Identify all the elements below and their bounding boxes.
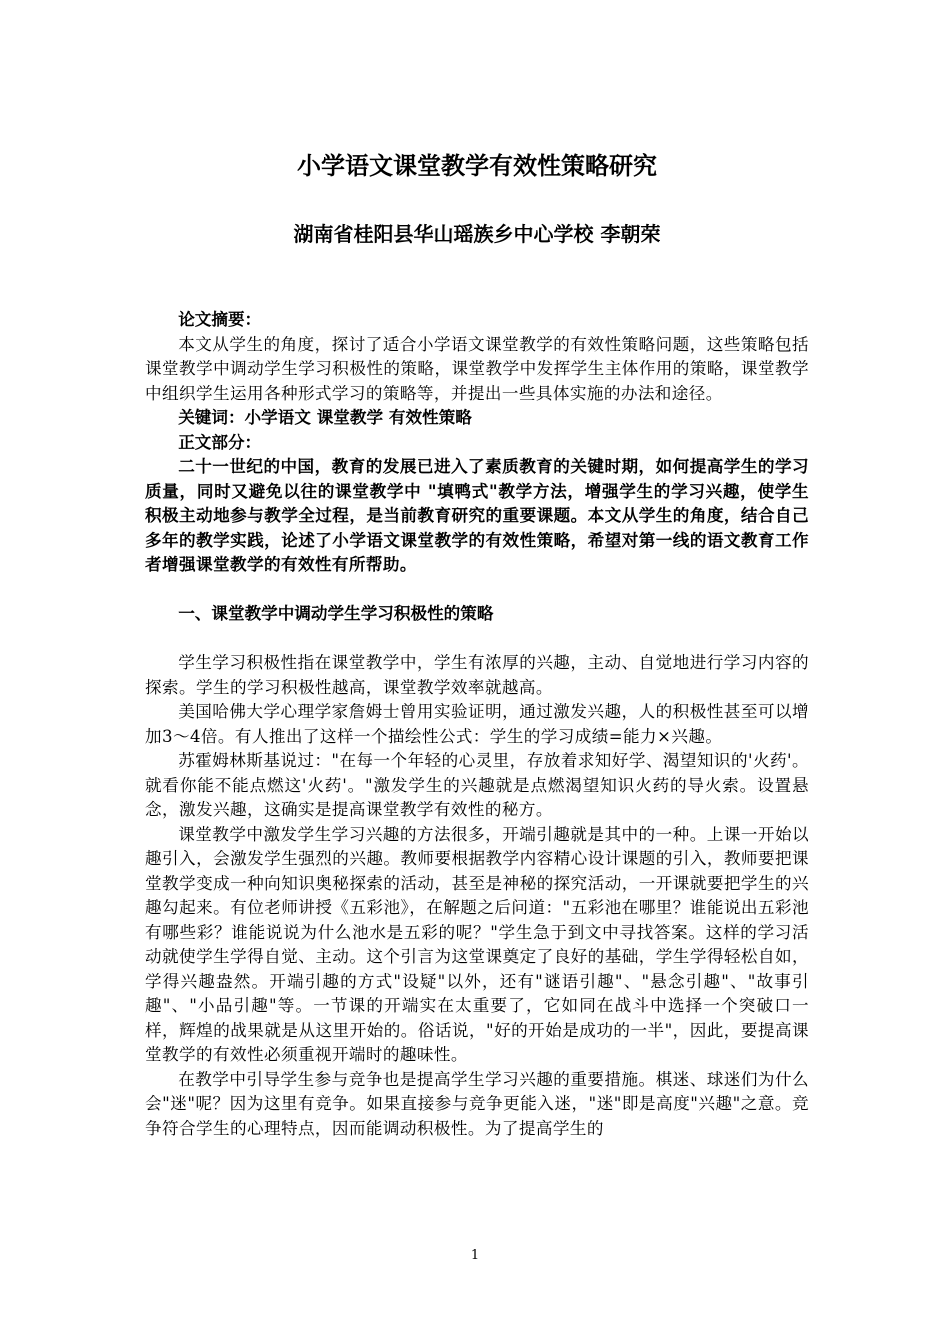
body-paragraph: 学生学习积极性指在课堂教学中，学生有浓厚的兴趣，主动、自觉地进行学习内容的探索。学生的学习积极性越高，课堂教学效率就越高。 <box>145 653 809 697</box>
abstract-label: 论文摘要： <box>178 310 262 329</box>
keywords-line: 关键词：小学语文 课堂教学 有效性策略 <box>178 408 472 427</box>
body-label: 正文部分： <box>178 432 262 452</box>
section-heading: 一、课堂教学中调动学生学习积极性的策略 <box>178 604 494 623</box>
abstract-text: 本文从学生的角度，探讨了适合小学语文课堂教学的有效性策略问题，这些策略包括课堂教学中调动学生学习积极性的策略，课堂教学中发挥学生主体作用的策略，课堂教学中组织学生运用各种形式学习的策略等，并提出一些具体实施的办法和途径。 <box>145 334 809 403</box>
page-title: 小学语文课堂教学有效性策略研究 <box>297 152 657 180</box>
document-page <box>145 150 809 1141</box>
author-line: 湖南省桂阳县华山瑶族乡中心学校 李朝荣 <box>293 222 661 246</box>
page-number: 1 <box>470 1248 480 1263</box>
body-paragraph: 美国哈佛大学心理学家詹姆士曾用实验证明，通过激发兴趣，人的积极性甚至可以增加3～4倍。有人推出了这样一个描绘性公式：学生的学习成绩=能力×兴趣。 <box>145 702 809 746</box>
body-paragraph: 苏霍姆林斯基说过："在每一个年轻的心灵里，存放着求知好学、渴望知识的'火药'。就看你能不能点燃这'火药'。"激发学生的兴趣就是点燃渴望知识火药的导火索。设置悬念，激发兴趣，这确实是提高课堂教学有效性的秘方。 <box>145 751 809 819</box>
body-paragraph: 课堂教学中激发学生学习兴趣的方法很多，开端引趣就是其中的一种。上课一开始以趣引入，会激发学生强烈的兴趣。教师要根据教学内容精心设计课题的引入，教师要把课堂教学变成一种向知识奥秘探索的活动，甚至是神秘的探究活动，一开课就要把学生的兴趣勾起来。有位老师讲授《五彩池》，在解题之后问道："五彩池在哪里？谁能说出五彩池有哪些彩？谁能说说为什么池水是五彩的呢？"学生急于到文中寻找答案。这样的学习活动就使学生学得自觉、主动。这个引言为这堂课奠定了良好的基础，学生学得轻松自如，学得兴趣盎然。开端引趣的方式"设疑"以外，还有"谜语引趣"、"悬念引趣"、"故事引趣"、"小品引趣"等。一节课的开端实在太重要了，它如同在战斗中选择一个突破口一样，辉煌的战果就是从这里开始的。俗话说，"好的开始是成功的一半"，因此，要提高课堂教学的有效性必须重视开端时的趣味性。 <box>145 824 809 1064</box>
spacer <box>145 627 809 652</box>
intro-paragraph: 二十一世纪的中国，教育的发展已进入了素质教育的关键时期，如何提高学生的学习质量，同时又避免以往的课堂教学中 "填鸭式"教学方法，增强学生的学习兴趣，使学生积极主动地参与教学全过程，是当前教育研究的重要课题。本文从学生的角度，结合自己多年的教学实践，论述了小学语文课堂教学的有效性策略，希望对第一线的语文教育工作者增强课堂教学的有效性有所帮助。 <box>145 457 809 574</box>
body-paragraph: 在教学中引导学生参与竞争也是提高学生学习兴趣的重要措施。棋迷、球迷们为什么会"迷"呢？因为这里有竞争。如果直接参与竞争更能入迷，"迷"即是高度"兴趣"之意。竞争符合学生的心理特点，因而能调动积极性。为了提高学生的 <box>145 1069 809 1138</box>
spacer <box>145 578 809 603</box>
